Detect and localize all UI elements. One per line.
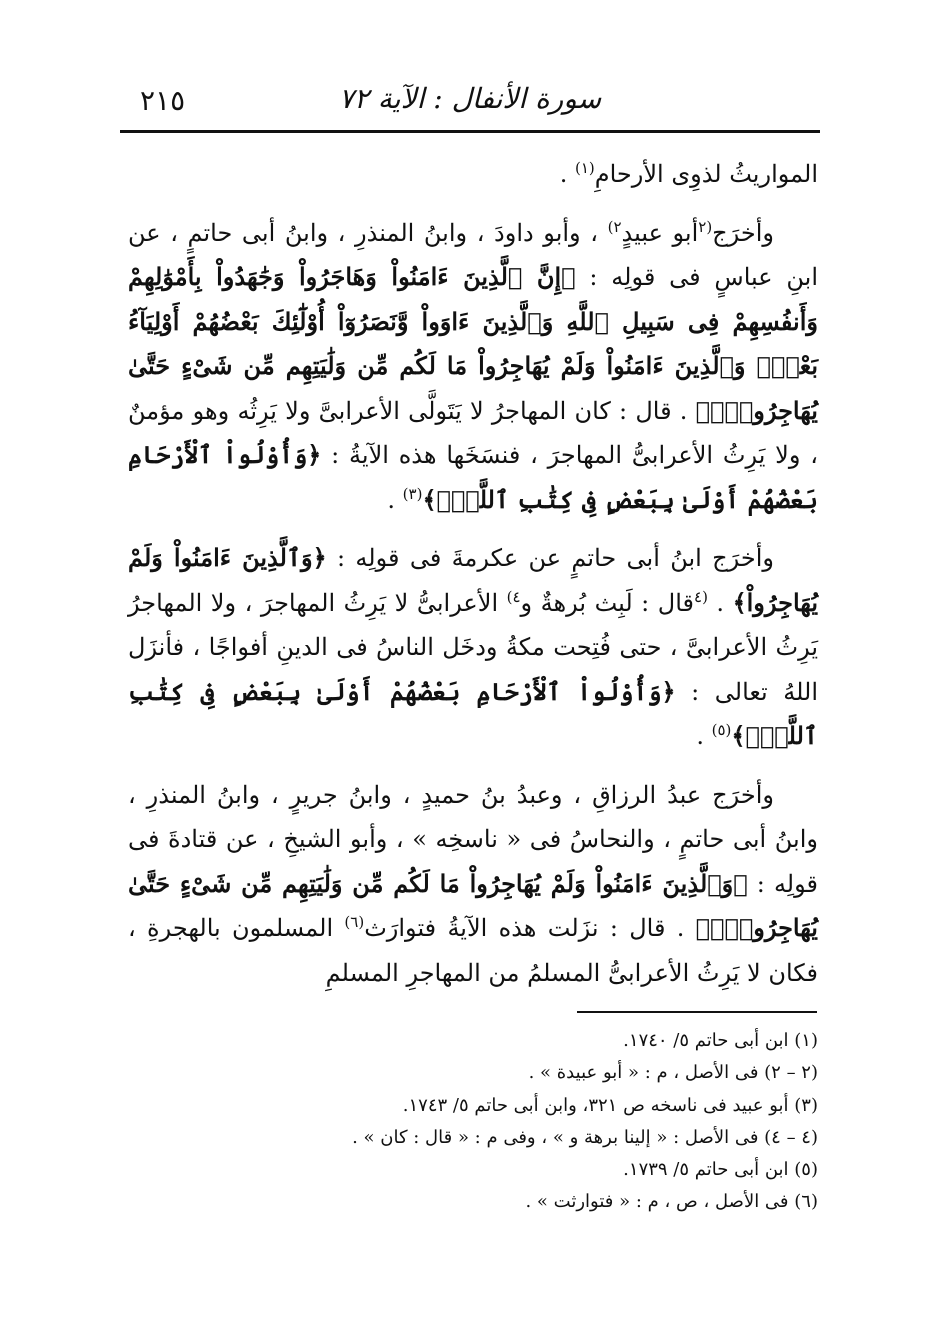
quran-verse: ﴿وَأُوْلُواْ ٱلْأَرْحَامِ بَعْضُهُمْ أَوْلَىٰ بِبَعْضٍ فِى كِتَٰبِ ٱللَّهِۚ﴾ [128,676,818,750]
paragraph [128,773,818,996]
page-header [120,78,820,126]
paragraph-text: . [387,485,403,514]
paragraph-text: وأخرَج ابنُ أبى حاتمٍ عن عكرمةَ فى قولِه : [326,544,775,572]
footnote-5: (٥) ابن أبى حاتم ٥/ ١٧٣٩. [623,1159,818,1181]
footnote-reference: (٤ [694,587,708,606]
footnote-6: (٦) فى الأصل ، ص ، م : « فتوارثت » . [525,1191,818,1213]
footnote-reference: ٤) [506,587,521,606]
paragraph-text: أبو عبيدٍ [621,218,699,247]
paragraph-text: . [696,722,712,750]
footnote-1: (١) ابن أبى حاتم ٥/ ١٧٤٠. [623,1030,818,1051]
footnote-2: (٢ – ٢) فى الأصل ، م : « أبو عبيدة » . [528,1062,818,1084]
footnote-reference: (٢ [698,217,713,236]
footnote-reference: (٦) [344,913,365,931]
footnote-reference: (١) [574,159,595,177]
header-divider [120,130,820,133]
paragraph-text: وأخرَج عبدُ الرزاقِ ، وعبدُ بنُ حميدٍ ، وابنُ جريرٍ ، وابنُ المنذرِ ، وابنُ أبى حاتمٍ ، والنحاسُ فى « ناسخِه » ، وأبو الشيخِ ، عن قتادةَ فى قولِه : [128,780,818,898]
quran-verse: ﴿إِنَّ ٱلَّذِينَ ءَامَنُواْ وَهَاجَرُواْ وَجَٰهَدُواْ بِأَمْوَٰلِهِمْ وَأَنفُسِهِمْ فِى سَبِيلِ ٱللَّهِ وَٱلَّذِينَ ءَاوَواْ وَّنَصَرُوٓاْ أُوْلَٰٓئِكَ بَعْضُهُمْ أَوْلِيَآءُ بَعْضٍۚ وَٱلَّذِينَ ءَامَنُواْ وَلَمْ يُهَاجِرُواْ مَا لَكُم مِّن وَلَٰيَتِهِم مِّن شَىْءٍ حَتَّىٰ يُهَاجِرُواْۚ﴾ [128,262,818,425]
paragraph-text: المواريثُ لذوِى الأرحامِ [594,160,818,188]
paragraph-text: . [707,588,733,617]
main-text [128,152,818,1009]
paragraph-text: الأعرابىُّ لا يَرِثُ المهاجرَ ، ولا المهاجرُ يَرِثُ الأعرابىَّ ، حتى فُتِحت مكةُ ودخَل الناسُ فى الدينِ أفواجًا ، فأنزَل اللهُ تعالى : [128,588,818,706]
paragraph [128,536,818,759]
footnote-reference: (٥) [711,721,732,739]
quran-verse: ﴿وَأُوْلُواْ ٱلْأَرْحَامِ بَعْضُهُمْ أَوْلَىٰ بِبَعْضٍ فِى كِتَٰبِ ٱللَّهِۚ﴾ [128,440,818,514]
paragraph-text: ، وأبو داودَ ، وابنُ المنذرِ ، وابنُ أبى حاتمٍ ، عن ابنِ عباسٍ فى قولِه : [128,218,819,291]
footnote-reference: ٢) [607,217,622,236]
page-number: ٢١٥ [140,84,186,117]
paragraph-text: . قال : نزَلت هذه الآيةُ فتوارَث [364,914,696,942]
quran-verse: ﴿وَٱلَّذِينَ ءَامَنُواْ وَلَمْ يُهَاجِرُواْ مَا لَكُم مِّن وَلَٰيَتِهِم مِّن شَىْءٍ حَتَّىٰ يُهَاجِرُواْۚ﴾ [128,868,818,942]
footnote-3: (٣) أبو عبيد فى ناسخه ص ٣٢١، وابن أبى حاتم ٥/ ١٧٤٣. [402,1094,818,1116]
paragraph-text: المسلمون بالهجرةِ ، فكان لا يَرِثُ الأعرابىُّ المسلمُ من المهاجرِ المسلمِ [128,914,818,987]
quran-verse: ﴿وَٱلَّذِينَ ءَامَنُواْ وَلَمْ يُهَاجِرُواْ﴾ [128,543,819,617]
paragraph-text: . [559,160,575,188]
running-title: سورة الأنفال : الآية ٧٢ [338,82,602,115]
footnote-4: (٤ – ٤) فى الأصل : « إلينا برهة و » ، وفى م : « قال : كان » . [352,1126,818,1148]
footnote-reference: (٣) [402,484,423,503]
paragraph [128,211,818,523]
footnote-divider [577,1011,817,1013]
paragraph [128,152,818,197]
footnotes-list [128,1025,818,1219]
paragraph-text: وأخرَج [712,218,774,247]
paragraph-text: قال : لَبِث بُرهةٌ و [520,588,694,617]
paragraph-text: . قال : كان المهاجرُ لا يَتَولَّى الأعرابىَّ ولا يَرِثُه وهو مؤمنٌ ، ولا يَرِثُ الأعرابىُّ المهاجرَ ، فنسَخَها هذه الآيةُ : [128,396,818,469]
